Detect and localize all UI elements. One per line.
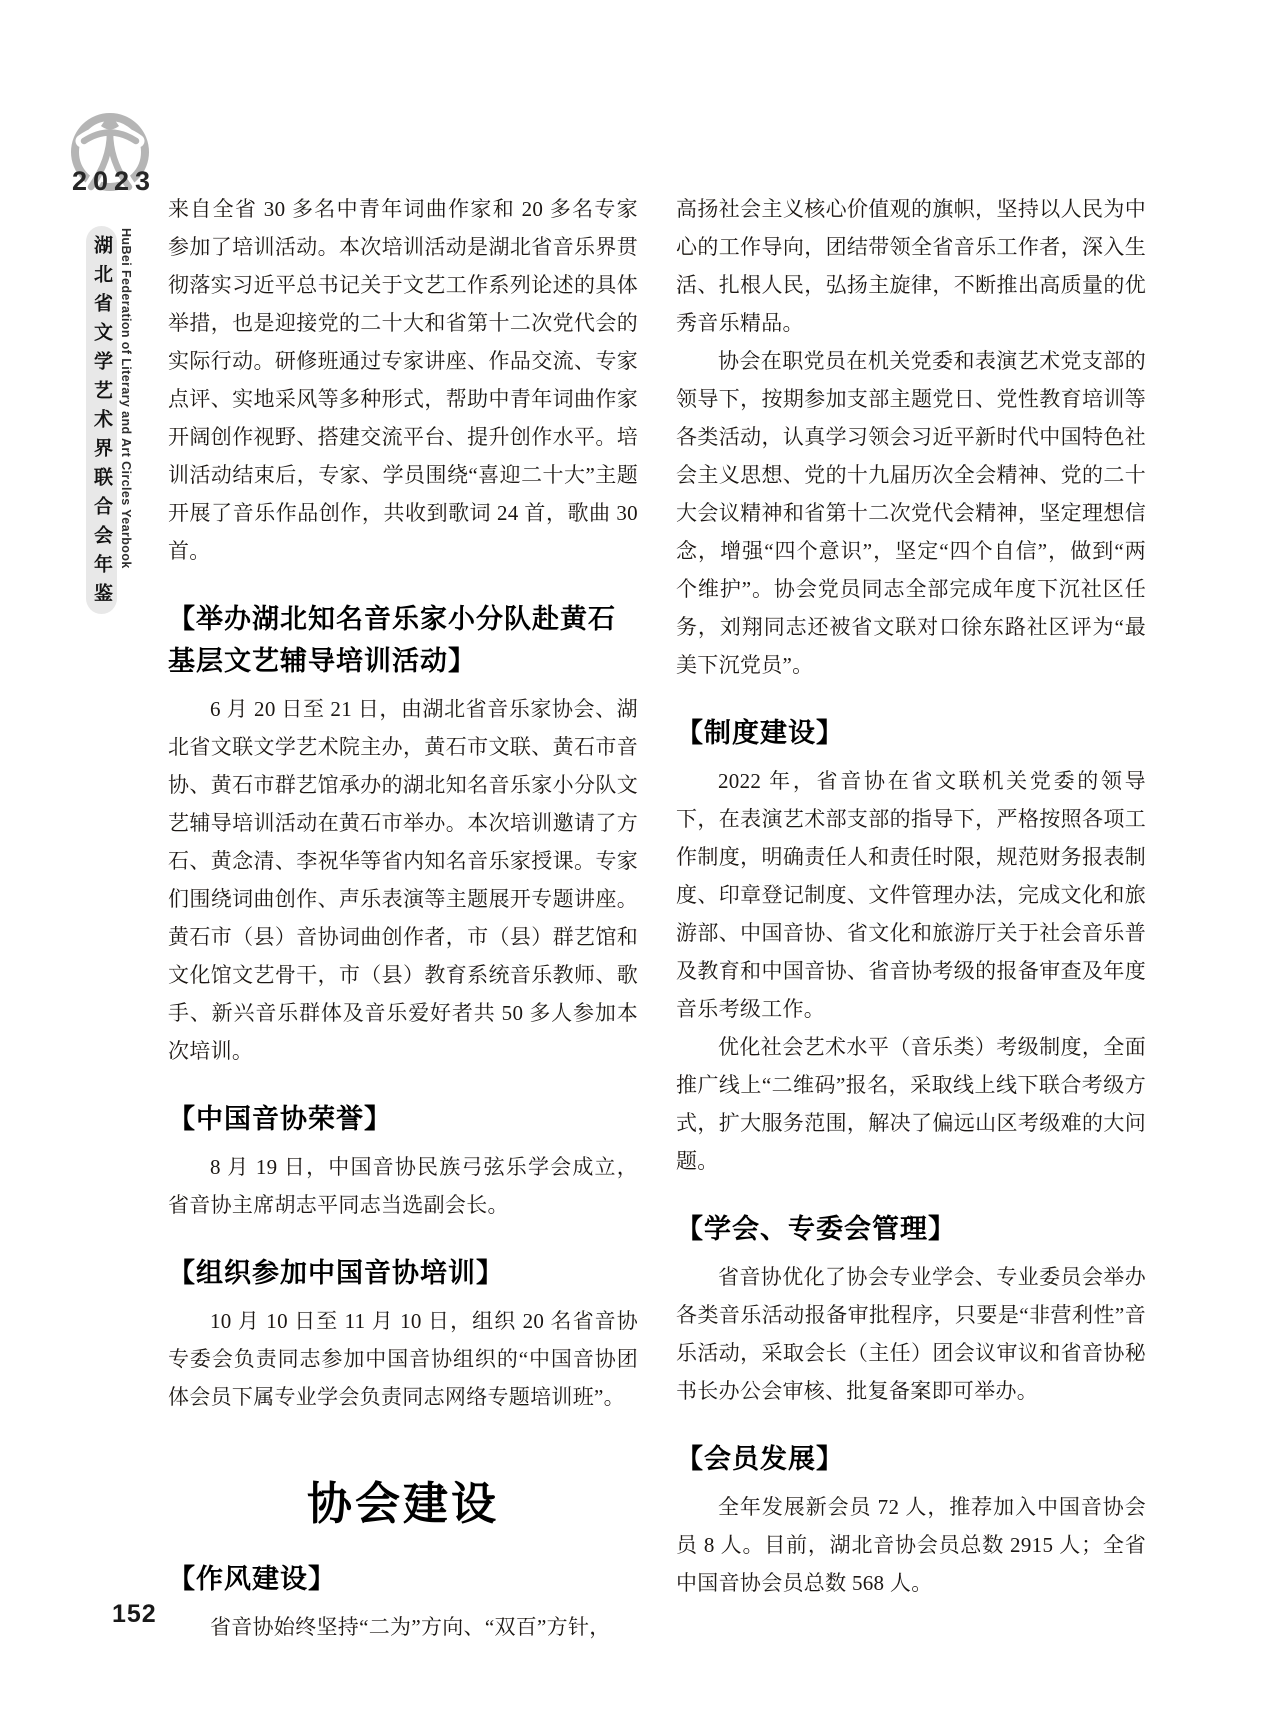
continuation-paragraph: 来自全省 30 多名中青年词曲作家和 20 多名专家参加了培训活动。本次培训活动是湖北省音乐界贯彻落实习近平总书记关于文艺工作系列论述的具体举措，也是迎接党的二十大和省第十二次党代会的实际行动。研修班通过专家讲座、作品交流、专家点评、实地采风等多种形式，帮助中青年词曲作家开阔创作视野、搭建交流平台、提升创作水平。培训活动结束后，专家、学员围绕“喜迎二十大”主题开展了音乐作品创作，共收到歌词 24 首，歌曲 30 首。 [168,197,638,563]
page-number: 152 [112,1600,157,1628]
page-body [168,190,1146,1646]
entry-paragraph: 10 月 10 日至 11 月 10 日，组织 20 名省音协专委会负责同志参加中国音协组织的“中国音协团体会员下属专业学会负责同志网络专题培训班”。 [168,1309,638,1409]
entry-title-system-building: 【制度建设】 [676,718,844,748]
section-heading-association-building: 协会建设 [306,1478,499,1529]
entry-title-cma-training: 【组织参加中国音协培训】 [168,1258,504,1288]
entry-title-membership-development: 【会员发展】 [676,1444,844,1474]
entry-paragraph: 省音协始终坚持“二为”方向、“双百”方针， [210,1615,611,1639]
edition-year: 2023 [72,166,157,196]
yearbook-title-strip [86,226,117,614]
entry-paragraph: 8 月 19 日，中国音协民族弓弦乐学会成立，省音协主席胡志平同志当选副会长。 [168,1155,638,1217]
entry-paragraph: 全年发展新会员 72 人，推荐加入中国音协会员 8 人。目前，湖北音协会员总数 2915 人；全省中国音协会员总数 568 人。 [676,1495,1146,1595]
entry-title-work-style: 【作风建设】 [168,1564,336,1594]
yearbook-title-en: HuBei Federation of Literary and Art Circles Yearbook [119,228,133,569]
right-column [676,190,1146,1646]
continuation-paragraph: 高扬社会主义核心价值观的旗帜，坚持以人民为中心的工作导向，团结带领全省音乐工作者，深入生活、扎根人民，弘扬主旋律，不断推出高质量的优秀音乐精品。 [676,197,1146,335]
body-paragraph: 协会在职党员在机关党委和表演艺术党支部的领导下，按期参加支部主题党日、党性教育培训等各类活动，认真学习领会习近平新时代中国特色社会主义思想、党的十九届历次全会精神、党的二十大会议精神和省第十二次党代会精神，坚定理想信念，增强“四个意识”，坚定“四个自信”，做到“两个维护”。协会党员同志全部完成年度下沉社区任务，刘翔同志还被省文联对口徐东路社区评为“最美下沉党员”。 [676,349,1146,677]
entry-title-committee-management: 【学会、专委会管理】 [676,1214,956,1244]
entry-paragraph: 优化社会艺术水平（音乐类）考级制度，全面推广线上“二维码”报名，采取线上线下联合考级方式，扩大服务范围，解决了偏远山区考级难的大问题。 [676,1035,1146,1173]
entry-paragraph: 6 月 20 日至 21 日，由湖北省音乐家协会、湖北省文联文学艺术院主办，黄石市文联、黄石市音协、黄石市群艺馆承办的湖北知名音乐家小分队文艺辅导培训活动在黄石市举办。本次培训邀请了方石、黄念清、李祝华等省内知名音乐家授课。专家们围绕词曲创作、声乐表演等主题展开专题讲座。黄石市（县）音协词曲创作者，市（县）群艺馆和文化馆文艺骨干，市（县）教育系统音乐教师、歌手、新兴音乐群体及音乐爱好者共 50 多人参加本次培训。 [168,697,638,1063]
yearbook-title-cn: 湖北省文学艺术界联合会年鉴 [91,235,112,612]
entry-paragraph: 省音协优化了协会专业学会、专业委员会举办各类音乐活动报备审批程序，只要是“非营利性”音乐活动，采取会长（主任）团会议审议和省音协秘书长办公会审核、批复备案即可举办。 [676,1265,1146,1403]
left-column [168,190,638,1646]
entry-paragraph: 2022 年，省音协在省文联机关党委的领导下，在表演艺术部支部的指导下，严格按照各项工作制度，明确责任人和责任时限，规范财务报表制度、印章登记制度、文件管理办法，完成文化和旅游部、中国音协、省文化和旅游厅关于社会音乐普及教育和中国音协、省音协考级的报备审查及年度音乐考级工作。 [676,769,1146,1021]
entry-title-cma-honor: 【中国音协荣誉】 [168,1104,392,1134]
entry-title-huangshi-training: 【举办湖北知名音乐家小分队赴黄石基层文艺辅导培训活动】 [168,604,616,676]
